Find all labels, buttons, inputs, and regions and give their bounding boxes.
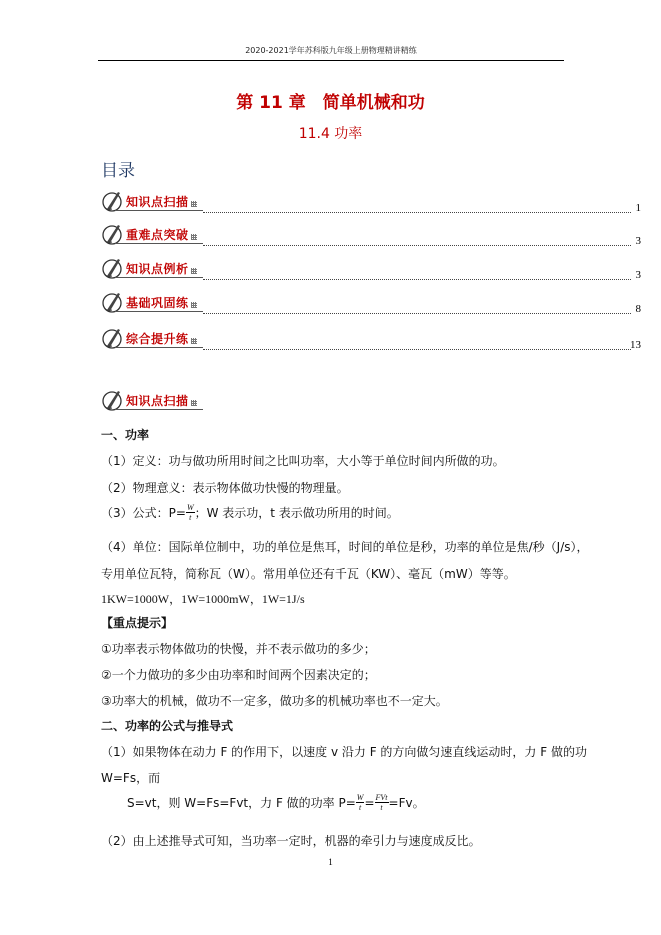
fraction-w-over-t [356, 793, 365, 812]
tip-item: ③功率大的机械，做功不一定多，做功多的机械功率也不一定大。 [101, 694, 448, 708]
tip-item: ①功率表示物体做功的快慢，并不表示做功的多少； [101, 642, 376, 656]
grid-icon [191, 268, 197, 274]
toc-leader [203, 212, 631, 213]
toc-entry[interactable] [101, 222, 641, 246]
fraction-fvt-over-t [375, 793, 389, 812]
paragraph-formula [101, 503, 399, 522]
section-badge [101, 388, 641, 412]
derivation-prefix: S=vt，则 W=Fs=Fvt，力 F 做的功率 P= [127, 796, 356, 810]
toc-heading: 目录 [101, 161, 135, 181]
page-number: 1 [328, 857, 333, 867]
header-rule [98, 60, 564, 61]
grid-icon [191, 302, 197, 308]
fraction-numerator: W [356, 793, 364, 802]
fraction-numerator: W [186, 503, 194, 512]
toc-label: 基础巩固练 [126, 295, 189, 310]
toc-page-number: 13 [630, 339, 641, 351]
paragraph-unit-line1: （4）单位：国际单位制中，功的单位是焦耳，时间的单位是秒，功率的单位是焦/秒（J/s）， [101, 540, 589, 554]
toc-label: 知识点扫描 [126, 194, 189, 209]
section-title: 11.4 功率 [298, 126, 363, 142]
paragraph-derivation-formula [127, 793, 425, 812]
running-header: 2020-2021学年苏科版九年级上册物理精讲精练 [245, 46, 417, 55]
tip-item: ②一个力做功的多少由功率和时间两个因素决定的； [101, 668, 376, 682]
toc-label: 重难点突破 [126, 227, 189, 242]
toc-leader [203, 279, 631, 280]
formula-suffix: ；W 表示功，t 表示做功所用的时间。 [194, 506, 399, 520]
toc-entry[interactable] [101, 290, 641, 314]
heading-power: 一、功率 [101, 428, 150, 442]
fraction-denominator: t [189, 513, 192, 522]
tip-heading: 【重点提示】 [101, 616, 174, 630]
toc-page-number: 1 [635, 202, 641, 214]
paragraph-meaning: （2）物理意义：表示物体做功快慢的物理量。 [101, 481, 349, 495]
toc-entry[interactable] [101, 326, 641, 350]
fraction-denominator: t [359, 803, 362, 812]
fraction-denominator: t [380, 803, 383, 812]
toc-page-number: 3 [635, 269, 641, 281]
grid-icon [191, 201, 197, 207]
badge-underline [115, 210, 203, 211]
badge-underline [115, 243, 203, 244]
paragraph-conversions: 1KW=1000W，1W=1000mW，1W=1J/s [101, 592, 305, 606]
toc-page-number: 3 [635, 235, 641, 247]
paragraph-derivation-line2: W=Fs，而 [101, 771, 161, 785]
grid-icon [191, 234, 197, 240]
badge-underline [115, 409, 203, 410]
derivation-equals: = [364, 795, 375, 810]
paragraph-unit-line2: 专用单位瓦特，简称瓦（W）。常用单位还有千瓦（KW）、毫瓦（mW）等等。 [101, 567, 516, 581]
badge-underline [115, 311, 203, 312]
paragraph-conclusion: （2）由上述推导式可知，当功率一定时，机器的牵引力与速度成反比。 [101, 834, 481, 848]
toc-leader [203, 313, 631, 314]
fraction-w-over-t [186, 503, 195, 522]
toc-entry[interactable] [101, 256, 641, 280]
chapter-title: 第 11 章 简单机械和功 [236, 93, 425, 113]
toc-entry[interactable] [101, 189, 641, 213]
derivation-suffix: =Fv。 [388, 796, 425, 810]
paragraph-definition: （1）定义：功与做功所用时间之比叫功率，大小等于单位时间内所做的功。 [101, 454, 505, 468]
toc-label: 知识点例析 [126, 261, 189, 276]
toc-leader [203, 245, 631, 246]
paragraph-derivation-line1: （1）如果物体在动力 F 的作用下，以速度 v 沿力 F 的方向做匀速直线运动时，力 F 做的功 [101, 745, 587, 759]
formula-prefix: （3）公式：P= [101, 506, 186, 520]
toc-page-number: 8 [635, 303, 641, 315]
toc-label: 综合提升练 [126, 331, 189, 346]
grid-icon [191, 338, 197, 344]
fraction-numerator: FVt [375, 793, 388, 802]
scan-badge-label: 知识点扫描 [126, 393, 189, 408]
heading-derivation: 二、功率的公式与推导式 [101, 719, 234, 733]
badge-underline [115, 277, 203, 278]
badge-underline [115, 347, 203, 348]
grid-icon [191, 400, 197, 406]
toc-leader [203, 349, 631, 350]
